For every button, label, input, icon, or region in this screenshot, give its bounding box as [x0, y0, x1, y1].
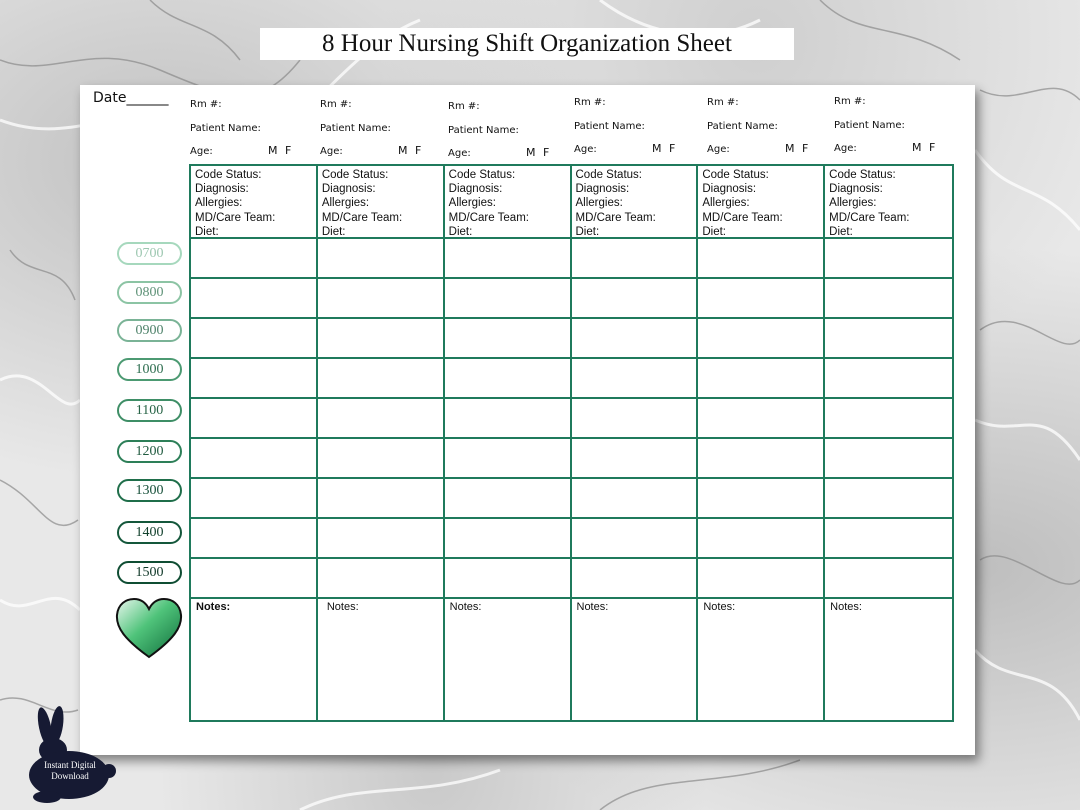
time-0800: 0800 [117, 281, 182, 304]
info-care-team: MD/Care Team: [448, 211, 529, 224]
age-label: Age: [834, 143, 857, 154]
time-slot-cell [698, 359, 825, 399]
age-label: Age: [448, 148, 471, 159]
notes-label: Notes: [703, 601, 736, 613]
patient-header-6 [834, 82, 961, 158]
time-slot-cell [698, 559, 825, 599]
sex-options: M F [526, 146, 552, 159]
rabbit-logo [17, 705, 117, 805]
info-code-status: Code Status: [702, 169, 769, 181]
time-slot-cell [698, 279, 825, 319]
age-label: Age: [320, 146, 343, 157]
info-diet: Diet: [448, 225, 473, 238]
time-slot-cell [318, 279, 445, 319]
patient-header-4 [574, 83, 701, 159]
time-slot-cell [825, 479, 952, 519]
info-diagnosis: Diagnosis: [195, 183, 249, 196]
time-slot-cell [825, 239, 952, 279]
time-slot-cell [825, 359, 952, 399]
time-slot-cell [445, 559, 572, 599]
patient-header-5 [707, 83, 834, 159]
age-label: Age: [574, 144, 597, 155]
patient-header-2 [320, 85, 447, 161]
time-1200: 1200 [117, 440, 182, 463]
info-diagnosis: Diagnosis: [321, 183, 376, 196]
time-0700: 0700 [117, 242, 182, 265]
patient-info-cell [572, 166, 699, 239]
page-title: 8 Hour Nursing Shift Organization Sheet [260, 28, 794, 60]
age-label: Age: [190, 146, 213, 157]
time-slot-cell [572, 359, 699, 399]
notes-label: Notes: [449, 601, 482, 613]
time-slot-cell [318, 559, 445, 599]
notes-cell [825, 599, 952, 720]
time-slot-cell [318, 399, 445, 439]
time-slot-cell [318, 439, 445, 479]
age-label: Age: [707, 144, 730, 155]
room-label: Rm #: [320, 99, 352, 110]
info-allergies: Allergies: [829, 197, 877, 210]
time-slot-cell [445, 479, 572, 519]
time-slot-cell [698, 239, 825, 279]
info-code-status: Code Status: [448, 169, 516, 181]
organization-sheet [80, 85, 975, 755]
info-care-team: MD/Care Team: [321, 211, 403, 224]
info-care-team: MD/Care Team: [829, 211, 910, 224]
time-1000: 1000 [117, 358, 182, 381]
info-diagnosis: Diagnosis: [448, 183, 503, 196]
patient-header-3 [448, 87, 575, 163]
time-slot-cell [572, 559, 699, 599]
info-diet: Diet: [702, 225, 726, 238]
patient-header-1 [190, 85, 317, 161]
info-allergies: Allergies: [575, 197, 623, 210]
time-slot-cell [825, 439, 952, 479]
patient-info-cell [698, 166, 825, 239]
sex-options: M F [398, 144, 424, 157]
info-diet: Diet: [829, 225, 853, 238]
info-code-status: Code Status: [829, 169, 896, 181]
time-slot-cell [572, 319, 699, 359]
sex-options: M F [785, 142, 811, 155]
info-allergies: Allergies: [195, 197, 243, 210]
time-slot-cell [572, 239, 699, 279]
notes-label: Notes: [196, 601, 231, 613]
time-slot-cell [191, 519, 318, 559]
info-care-team: MD/Care Team: [195, 211, 276, 224]
notes-label: Notes: [326, 601, 359, 613]
time-slot-cell [445, 439, 572, 479]
notes-cell [445, 599, 572, 720]
time-slot-cell [191, 279, 318, 319]
patient-name-label: Patient Name: [320, 123, 391, 134]
time-slot-cell [572, 519, 699, 559]
time-slot-cell [698, 439, 825, 479]
time-slot-cell [445, 519, 572, 559]
date-label: Date______ [93, 90, 169, 106]
time-slot-cell [318, 359, 445, 399]
time-slot-cell [191, 559, 318, 599]
notes-label: Notes: [576, 601, 609, 613]
time-slot-cell [318, 519, 445, 559]
time-slot-cell [318, 479, 445, 519]
badge-line-2: Download [51, 771, 89, 781]
time-slot-cell [825, 319, 952, 359]
time-slot-cell [825, 559, 952, 599]
notes-cell [191, 599, 318, 720]
info-diet: Diet: [195, 225, 219, 238]
room-label: Rm #: [834, 96, 866, 107]
notes-cell [572, 599, 699, 720]
time-1100: 1100 [117, 399, 182, 422]
time-slot-cell [191, 359, 318, 399]
info-code-status: Code Status: [195, 169, 262, 181]
room-label: Rm #: [448, 101, 480, 112]
info-care-team: MD/Care Team: [575, 211, 656, 224]
time-slot-cell [445, 239, 572, 279]
patient-name-label: Patient Name: [448, 125, 519, 136]
time-1400: 1400 [117, 521, 182, 544]
heart-icon [114, 597, 184, 661]
room-label: Rm #: [707, 97, 739, 108]
info-diagnosis: Diagnosis: [702, 183, 757, 196]
time-slot-cell [572, 439, 699, 479]
time-slot-cell [572, 279, 699, 319]
instant-download-badge [22, 760, 118, 782]
time-slot-cell [445, 319, 572, 359]
time-slot-cell [698, 479, 825, 519]
notes-label: Notes: [830, 601, 862, 613]
info-diet: Diet: [575, 225, 600, 238]
notes-cell [318, 599, 445, 720]
time-slot-cell [191, 439, 318, 479]
info-diagnosis: Diagnosis: [575, 183, 630, 196]
info-allergies: Allergies: [702, 197, 750, 210]
time-slot-cell [191, 239, 318, 279]
time-1300: 1300 [117, 479, 182, 502]
time-1500: 1500 [117, 561, 182, 584]
badge-line-1: Instant Digital [44, 760, 96, 770]
time-slot-cell [445, 279, 572, 319]
patient-info-cell [445, 166, 572, 239]
info-allergies: Allergies: [321, 197, 370, 210]
time-slot-cell [191, 479, 318, 519]
patient-info-cell [191, 166, 318, 239]
time-slot-cell [825, 519, 952, 559]
sex-options: M F [268, 144, 294, 157]
time-slot-cell [191, 399, 318, 439]
info-care-team: MD/Care Team: [702, 211, 783, 224]
time-slot-cell [825, 279, 952, 319]
info-diagnosis: Diagnosis: [829, 183, 883, 196]
time-slot-cell [445, 399, 572, 439]
time-0900: 0900 [117, 319, 182, 342]
time-slot-cell [318, 239, 445, 279]
time-slot-cell [572, 399, 699, 439]
time-slot-cell [698, 399, 825, 439]
info-code-status: Code Status: [321, 169, 389, 181]
info-code-status: Code Status: [575, 169, 642, 181]
info-allergies: Allergies: [448, 197, 496, 210]
info-diet: Diet: [321, 225, 346, 238]
shift-grid [189, 164, 954, 722]
patient-name-label: Patient Name: [707, 121, 778, 132]
time-slot-cell [698, 319, 825, 359]
patient-name-label: Patient Name: [190, 123, 261, 134]
patient-name-label: Patient Name: [574, 121, 645, 132]
sex-options: M F [912, 141, 938, 154]
patient-info-cell [825, 166, 952, 239]
patient-name-label: Patient Name: [834, 120, 905, 131]
time-slot-cell [825, 399, 952, 439]
room-label: Rm #: [190, 99, 222, 110]
time-slot-cell [698, 519, 825, 559]
room-label: Rm #: [574, 97, 606, 108]
notes-cell [698, 599, 825, 720]
patient-info-cell [318, 166, 445, 239]
sex-options: M F [652, 142, 678, 155]
time-slot-cell [191, 319, 318, 359]
time-slot-cell [318, 319, 445, 359]
time-slot-cell [572, 479, 699, 519]
time-slot-cell [445, 359, 572, 399]
